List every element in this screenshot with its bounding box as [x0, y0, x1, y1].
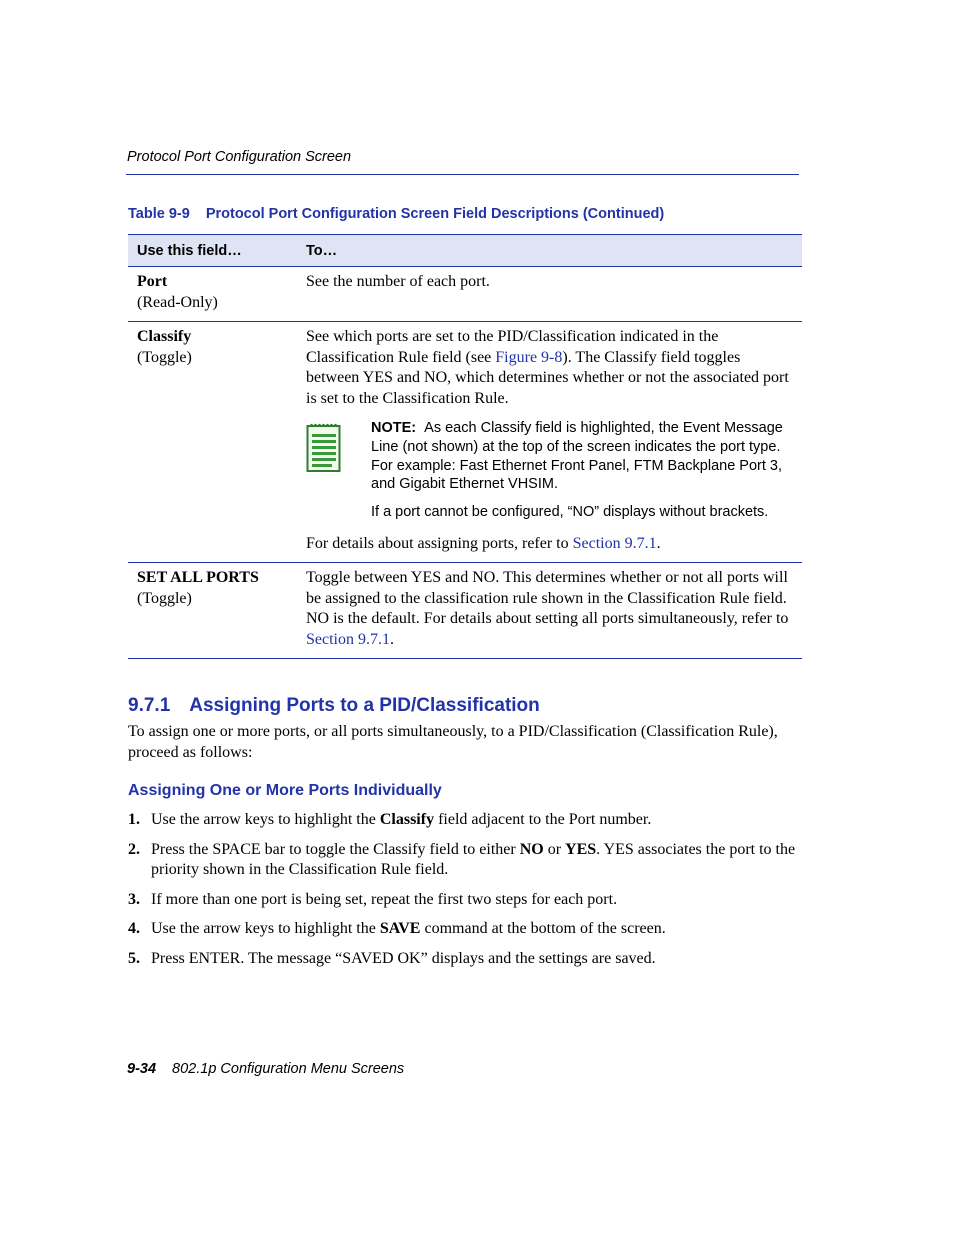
step-text [151, 840, 800, 881]
page-number: 9-34 [127, 1061, 157, 1077]
step-text-part: command at the bottom of the screen. [420, 920, 666, 937]
list-item [128, 949, 800, 970]
field-description-table [128, 234, 802, 659]
list-item [128, 890, 800, 911]
chapter-title: 802.1p Configuration Menu Screens [172, 1061, 405, 1077]
field-mode: (Read-Only) [137, 293, 218, 311]
table-caption-title: Protocol Port Configuration Screen Field Descriptions (Continued) [205, 206, 665, 222]
note-label: NOTE: [371, 420, 417, 436]
section-heading [128, 695, 540, 717]
note-body-2: If a port cannot be configured, “NO” displays without brackets. [371, 504, 769, 521]
col-header-field: Use this field… [128, 235, 306, 267]
table-cell-desc [306, 267, 802, 322]
section-number: 9.7.1 [128, 695, 171, 716]
sub-heading: Assigning One or More Ports Individually [128, 782, 442, 799]
desc-text: . [656, 534, 661, 552]
step-number: 3. [128, 890, 140, 908]
figure-9-8-link[interactable]: Figure 9-8 [495, 348, 563, 366]
field-name: Port [137, 273, 168, 290]
desc-text: . [390, 630, 394, 648]
page-footer [127, 1061, 404, 1077]
step-text: If more than one port is being set, repeat the first two steps for each port. [151, 890, 618, 908]
table-cell-field [128, 267, 306, 322]
section-9-7-1-link[interactable]: Section 9.7.1 [306, 630, 390, 648]
list-item [128, 840, 800, 881]
table-header-row [128, 235, 802, 267]
step-number: 5. [128, 949, 140, 967]
field-name: SET ALL PORTS [137, 569, 259, 587]
section-9-7-1-link[interactable]: Section 9.7.1 [572, 534, 657, 552]
note-body: As each Classify field is highlighted, the Event Message Line (not shown) at the top of the screen indicates the port type. For example: Fast Ethernet Front Panel, FTM Backplane Port 3, and Gigabit Ethernet VHSIM. [371, 420, 783, 493]
table-cell-desc [306, 322, 802, 563]
list-item [128, 810, 800, 831]
table-row [128, 563, 802, 659]
step-number: 1. [128, 811, 140, 828]
field-mode: (Toggle) [137, 348, 192, 366]
desc-text: For details about assigning ports, refer to [306, 534, 573, 552]
header-rule [126, 174, 799, 175]
field-description: See the number of each port. [306, 273, 490, 290]
desc-text: Toggle between YES and NO. This determines whether or not all ports will be assigned to the classification rule shown in the Classification Rule field. NO is the default. For details about setting all ports simultaneously, refer to [306, 569, 789, 628]
step-text-part: Use the arrow keys to highlight the [151, 920, 380, 937]
step-number: 4. [128, 920, 140, 937]
step-text-part: Use the arrow keys to highlight the [151, 811, 380, 828]
field-mode: (Toggle) [137, 589, 192, 607]
desc-text: See which ports are set to the PID/Classification indicated in the Classification Rule field (see [306, 328, 719, 366]
table-cell-field [128, 563, 306, 659]
running-header: Protocol Port Configuration Screen [127, 149, 352, 165]
notepad-icon [306, 419, 371, 522]
step-text-part: Press the SPACE bar to toggle the Classify field to either [151, 840, 520, 858]
step-text-part: or [543, 840, 566, 858]
step-text-part: field adjacent to the Port number. [434, 811, 652, 828]
note-box [306, 419, 792, 522]
step-keyword: Classify [379, 811, 435, 828]
field-name: Classify [137, 328, 192, 345]
details-text [306, 534, 792, 555]
table-cell-desc [306, 563, 802, 659]
table-cell-field [128, 322, 306, 563]
step-number: 2. [128, 840, 140, 858]
field-description [306, 327, 792, 409]
col-header-to: To… [306, 235, 802, 267]
section-title: Assigning Ports to a PID/Classification [189, 695, 540, 716]
step-text: Press ENTER. The message “SAVED OK” displays and the settings are saved. [151, 949, 656, 967]
steps-list [128, 810, 800, 978]
step-keyword: NO [519, 840, 544, 858]
step-text [151, 919, 666, 940]
table-caption [128, 206, 664, 222]
list-item [128, 919, 800, 940]
step-keyword: SAVE [379, 920, 421, 937]
step-text-part: . YES associates the port to the priority shown in the Classification Rule field. [151, 840, 796, 878]
step-keyword: YES [565, 840, 597, 858]
table-caption-number: Table 9-9 [128, 206, 190, 222]
desc-text: ). The Classify field toggles between YES and NO, which determines whether or not the associated port is set to the Classification Rule. [306, 348, 789, 407]
note-text [371, 419, 792, 522]
field-description [306, 568, 792, 650]
section-intro: To assign one or more ports, or all ports simultaneously, to a PID/Classification (Classification Rule), proceed as follows: [128, 723, 778, 761]
table-row [128, 267, 802, 322]
table-row [128, 322, 802, 563]
step-text [151, 810, 651, 831]
